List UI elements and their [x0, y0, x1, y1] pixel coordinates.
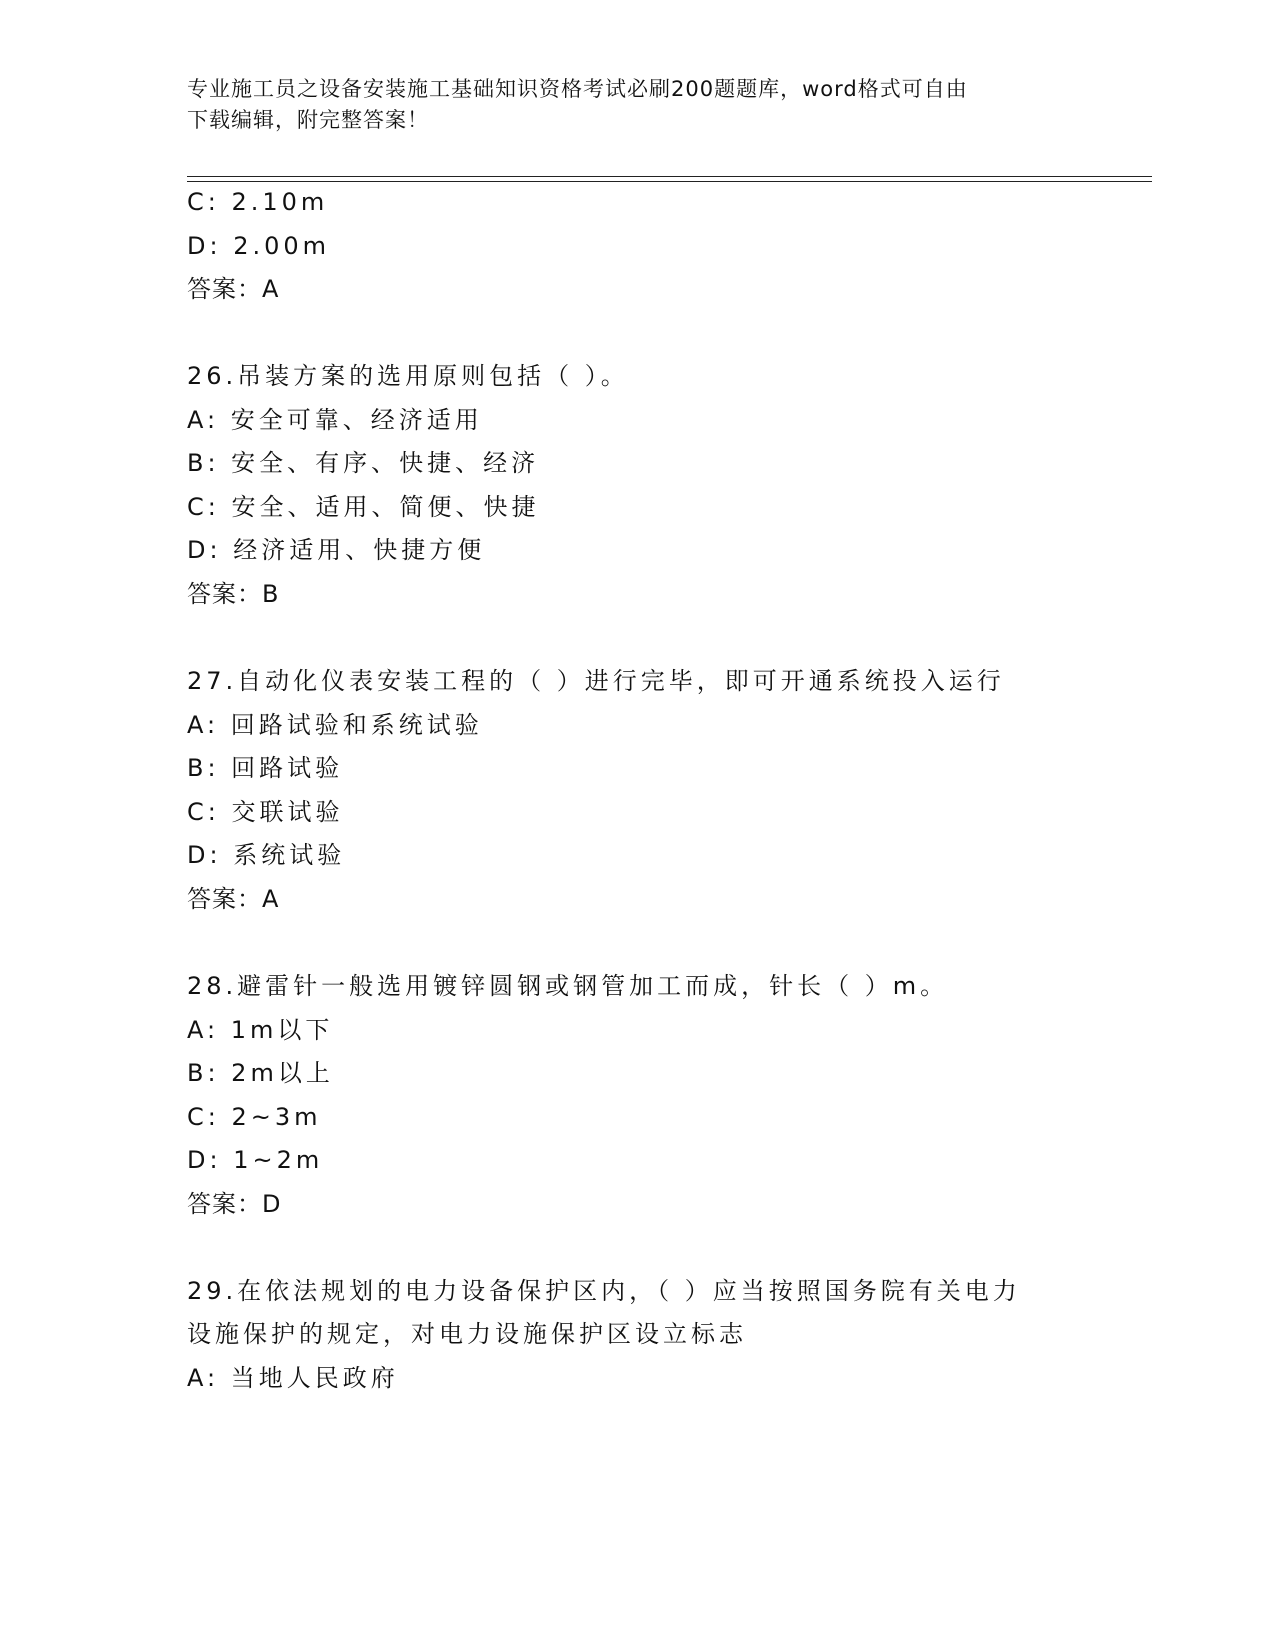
- q25-option-d: D: 2.00m: [187, 232, 331, 260]
- q28-option-b: B: 2m以上: [187, 1059, 334, 1087]
- header-divider-thick: [187, 181, 1152, 182]
- q26-option-a: A: 安全可靠、经济适用: [187, 406, 483, 434]
- q26-option-d: D: 经济适用、快捷方便: [187, 536, 486, 564]
- q28-answer: 答案：D: [187, 1190, 282, 1218]
- q26-stem: 26.吊装方案的选用原则包括（ ）。: [187, 362, 629, 390]
- q27-answer: 答案：A: [187, 885, 280, 913]
- q27-stem: 27.自动化仪表安装工程的（ ）进行完毕，即可开通系统投入运行: [187, 667, 1005, 695]
- q27-option-b: B: 回路试验: [187, 754, 344, 782]
- document-title-line-1: 专业施工员之设备安装施工基础知识资格考试必刷200题题库，word格式可自由: [187, 77, 968, 101]
- q25-option-c: C: 2.10m: [187, 188, 329, 216]
- q29-stem-line-1: 29.在依法规划的电力设备保护区内，（ ）应当按照国务院有关电力: [187, 1277, 1021, 1305]
- q29-option-a: A: 当地人民政府: [187, 1364, 399, 1392]
- q28-stem: 28.避雷针一般选用镀锌圆钢或钢管加工而成，针长（ ）m。: [187, 972, 949, 1000]
- q29-stem-line-2: 设施保护的规定，对电力设施保护区设立标志: [187, 1320, 747, 1348]
- q27-option-d: D: 系统试验: [187, 841, 346, 869]
- header-divider-thin: [187, 176, 1152, 177]
- q28-option-d: D: 1~2m: [187, 1146, 324, 1174]
- q26-option-c: C: 安全、适用、简便、快捷: [187, 493, 540, 521]
- q27-option-c: C: 交联试验: [187, 798, 344, 826]
- document-title-line-2: 下载编辑，附完整答案！: [187, 108, 429, 132]
- q25-answer: 答案：A: [187, 275, 280, 303]
- q28-option-c: C: 2~3m: [187, 1103, 322, 1131]
- q26-answer: 答案：B: [187, 580, 280, 608]
- document-title: [187, 74, 1067, 136]
- q28-option-a: A: 1m以下: [187, 1016, 334, 1044]
- q27-option-a: A: 回路试验和系统试验: [187, 711, 483, 739]
- q26-option-b: B: 安全、有序、快捷、经济: [187, 449, 540, 477]
